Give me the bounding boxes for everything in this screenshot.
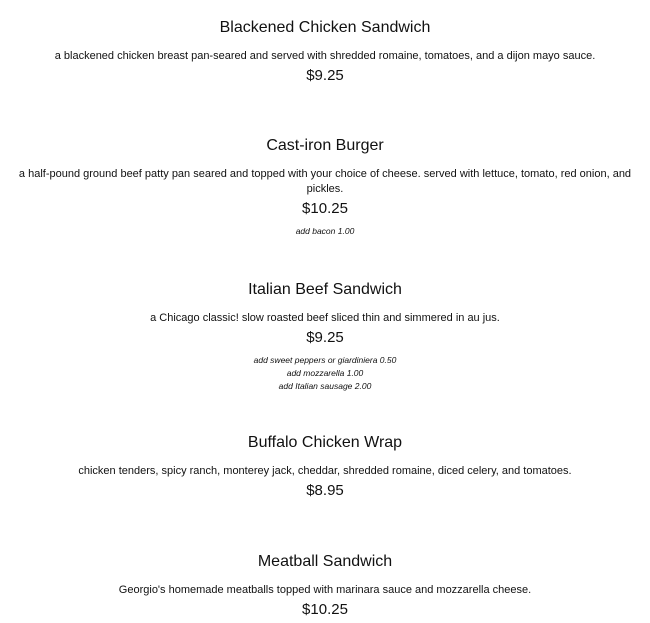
item-name: Meatball Sandwich	[257, 553, 393, 570]
item-extra: add sweet peppers or giardiniera 0.50	[253, 355, 397, 365]
item-extra: add mozzarella 1.00	[286, 368, 364, 378]
item-price: $9.25	[306, 67, 344, 84]
menu-item-buffalo-chicken-wrap	[0, 432, 650, 501]
item-price: $10.25	[302, 200, 348, 217]
item-price: $8.95	[306, 482, 344, 499]
item-description: a Chicago classic! slow roasted beef sliced thin and simmered in au jus.	[150, 312, 500, 324]
item-name: Italian Beef Sandwich	[248, 281, 402, 298]
item-extras	[6, 354, 644, 393]
item-description: a blackened chicken breast pan-seared and served with shredded romaine, tomatoes, and a dijon mayo sauce.	[54, 50, 596, 62]
item-extra: add Italian sausage 2.00	[278, 381, 372, 391]
item-description: a half-pound ground beef patty pan seared and topped with your choice of cheese. served with lettuce, tomato, red onion, and pickles.	[18, 168, 632, 195]
item-price: $9.25	[306, 329, 344, 346]
item-price: $10.25	[302, 601, 348, 618]
item-name: Blackened Chicken Sandwich	[219, 19, 431, 36]
menu-item-cast-iron-burger	[0, 135, 650, 238]
item-name: Cast-iron Burger	[266, 137, 384, 154]
menu-item-italian-beef-sandwich	[0, 279, 650, 393]
item-name: Buffalo Chicken Wrap	[247, 434, 403, 451]
item-extra: add bacon 1.00	[295, 226, 355, 236]
menu-item-blackened-chicken-sandwich	[0, 17, 650, 86]
menu-item-meatball-sandwich	[0, 551, 650, 620]
item-extras	[6, 225, 644, 238]
item-description: chicken tenders, spicy ranch, monterey jack, cheddar, shredded romaine, diced celery, and tomatoes.	[78, 465, 572, 477]
item-description: Georgio's homemade meatballs topped with marinara sauce and mozzarella cheese.	[118, 584, 532, 596]
